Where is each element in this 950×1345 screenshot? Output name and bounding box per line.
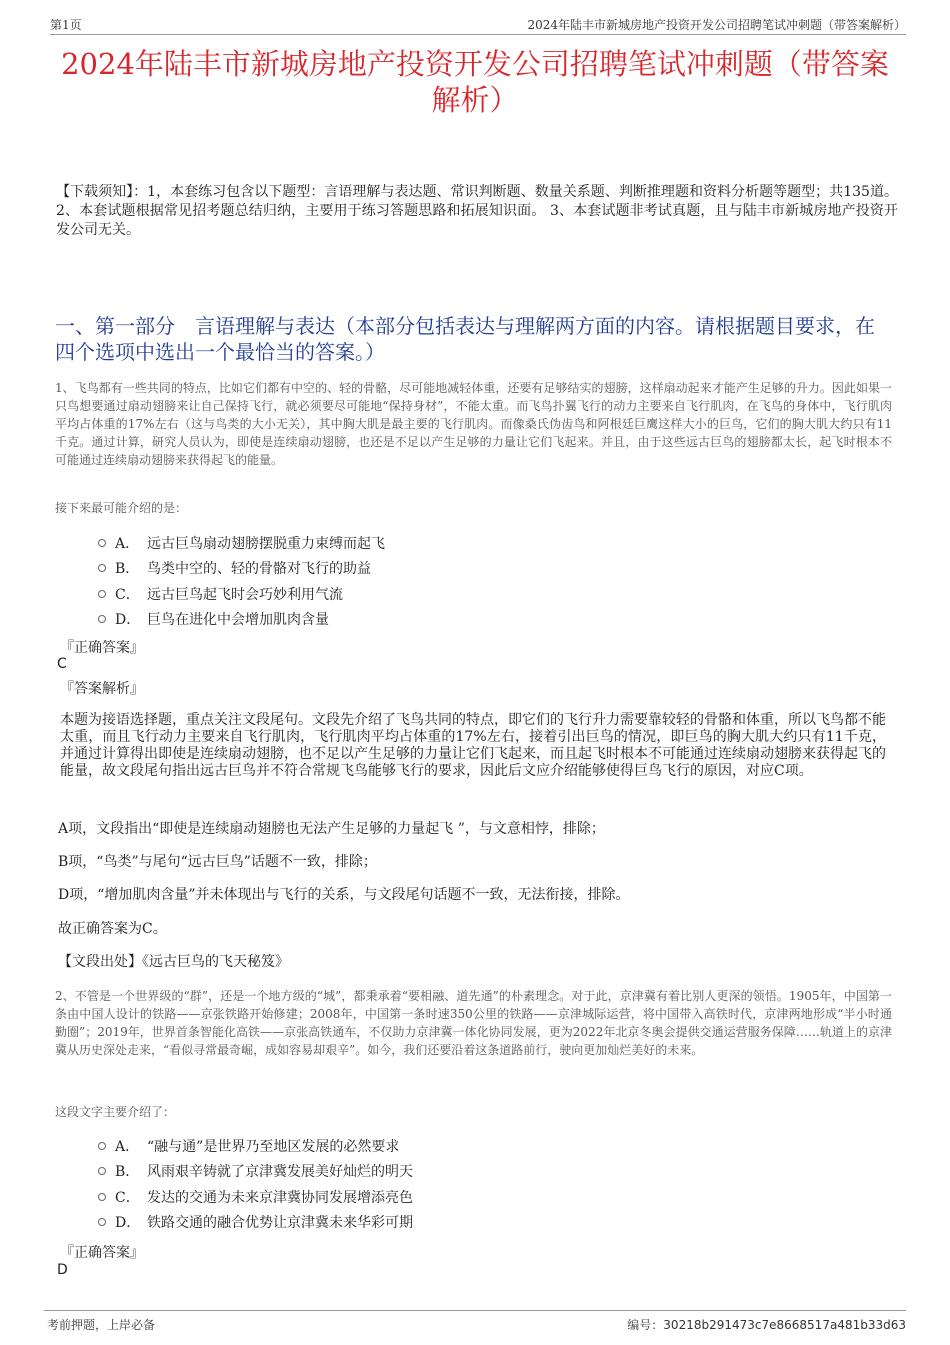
option-c[interactable]: C． 远古巨鸟起飞时会巧妙利用气流 <box>98 581 385 607</box>
option-a[interactable]: A． 远古巨鸟扇动翅膀摆脱重力束缚而起飞 <box>98 530 385 556</box>
analysis-option-b: B项，“鸟类”与尾句“远古巨鸟”话题不一致，排除； <box>58 854 377 870</box>
radio-icon[interactable] <box>98 564 106 572</box>
analysis-label: 『答案解析』 <box>60 681 144 697</box>
document-title: 2024年陆丰市新城房地产投资开发公司招聘笔试冲刺题（带答案解析） <box>61 47 889 117</box>
analysis-conclusion: 故正确答案为C。 <box>58 921 167 937</box>
question-2-prompt: 这段文字主要介绍了： <box>55 1105 176 1119</box>
radio-icon[interactable] <box>98 1218 106 1226</box>
option-d[interactable]: D． 巨鸟在进化中会增加肌肉含量 <box>98 607 385 633</box>
question-2-text: 2、不管是一个世界级的“群”，还是一个地方级的“城”，都秉承着“要相融、道先通”的朴素理念。对于此，京津冀有着比别人更深的领悟。1905年，中国第一条由中国人设计的铁路——京张铁路开始修建；2008年，中国第一条时速350公里的铁路——京津城际运营，将中国带入高铁时代，京津两地形成“半小时通勤圈”；2019年，世界首条智能化高铁——京张高铁通车，不仅助力京津冀一体化协同发展，更为2022年北京冬奥会提供交通运营服务保障……轨道上的京津冀从历史深处走来，“看似寻常最奇崛，成如容易却艰辛”。如今，我们还要沿着这条道路前行，驶向更加灿烂美好的未来。 <box>55 989 892 1057</box>
header-doc-title: 2024年陆丰市新城房地产投资开发公司招聘笔试冲刺题（带答案解析） <box>527 18 906 32</box>
option-b[interactable]: B． 鸟类中空的、轻的骨骼对飞行的助益 <box>98 556 385 582</box>
page-number: 第1页 <box>50 18 82 32</box>
option-b[interactable]: B． 风雨艰辛铸就了京津冀发展美好灿烂的明天 <box>98 1159 413 1185</box>
analysis-option-d: D项，“增加肌肉含量”并未体现出与飞行的关系，与文段尾句话题不一致，无法衔接，排除。 <box>58 887 630 903</box>
radio-icon[interactable] <box>98 1193 106 1201</box>
analysis-text: 本题为接语选择题，重点关注文段尾句。文段先介绍了飞鸟共同的特点，即它们的飞行升力需要靠较轻的骨骼和体重，所以飞鸟都不能太重，而且飞行动力主要来自飞行肌肉，飞行肌肉平均占体重的17%左右，接着引出巨鸟的情况，即巨鸟的胸大肌大约只有11千克，并通过计算得出即使是连续扇动翅膀，也不足以产生足够的力量让它们飞起来，而且起飞时根本不可能通过连续扇动翅膀来获得起飞的能量，故文段尾句指出远古巨鸟并不符合常规飞鸟能够飞行的要求，因此后文应介绍能够使得巨鸟飞行的原因，对应C项。 <box>60 712 886 779</box>
question-1-text: 1、飞鸟都有一些共同的特点，比如它们都有中空的、轻的骨骼，尽可能地减轻体重，还要有足够结实的翅膀，这样扇动起来才能产生足够的升力。因此如果一只鸟想要通过扇动翅膀来让自己保持飞行，就必须要尽可能地“保持身材”，不能太重。而飞鸟扑翼飞行的动力主要来自飞行肌肉，在飞鸟的身体中，飞行肌肉平均占体重的17%左右（这与鸟类的大小无关），其中胸大肌是最主要的飞行肌肉。而像桑氏伪齿鸟和阿根廷巨鹰这样大小的巨鸟，它们的胸大肌大约只有11千克。通过计算，研究人员认为，即使是连续扇动翅膀，也还是不足以产生足够的力量让它们飞起来。并且，由于这些远古巨鸟的翅膀都太长，起飞时根本不可能通过连续扇动翅膀来获得起飞的能量。 <box>55 381 892 467</box>
question-1-prompt: 接下来最可能介绍的是： <box>55 501 188 515</box>
answer-value: C <box>57 656 67 672</box>
analysis-option-a: A项，文段指出“即使是连续扇动翅膀也无法产生足够的力量起飞 ”，与文意相悖，排除； <box>58 821 605 837</box>
option-d[interactable]: D． 铁路交通的融合优势让京津冀未来华彩可期 <box>98 1210 413 1236</box>
radio-icon[interactable] <box>98 590 106 598</box>
option-c[interactable]: C． 发达的交通为未来京津冀协同发展增添亮色 <box>98 1184 413 1210</box>
radio-icon[interactable] <box>98 1167 106 1175</box>
page-header <box>50 14 906 35</box>
passage-source: 【文段出处】《远古巨鸟的飞天秘笈》 <box>58 954 289 970</box>
radio-icon[interactable] <box>98 539 106 547</box>
answer-label: 『正确答案』 <box>60 1245 144 1261</box>
radio-icon[interactable] <box>98 615 106 623</box>
question-2-options <box>98 1133 413 1235</box>
radio-icon[interactable] <box>98 1142 106 1150</box>
section-heading: 一、第一部分 言语理解与表达（本部分包括表达与理解两方面的内容。请根据题目要求，在四个选项中选出一个最恰当的答案。） <box>55 314 875 364</box>
page-footer <box>44 1310 906 1333</box>
download-notice: 【下载须知】：1，本套练习包含以下题型：言语理解与表达题、常识判断题、数量关系题、判断推理题和资料分析题等题型；共135道。 2、本套试题根据常见招考题总结归纳，主要用于练习答题思路和拓展知识面。 3、本套试题非考试真题，且与陆丰市新城房地产投资开发公司无关。 <box>56 184 898 238</box>
footer-code: 编号：30218b291473c7e8668517a481b33d63 <box>627 1318 906 1332</box>
question-1-options <box>98 530 385 632</box>
answer-value: D <box>57 1262 68 1278</box>
option-a[interactable]: A． “融与通”是世界乃至地区发展的必然要求 <box>98 1133 413 1159</box>
footer-slogan: 考前押题，上岸必备 <box>47 1318 156 1332</box>
answer-label: 『正确答案』 <box>60 640 144 656</box>
